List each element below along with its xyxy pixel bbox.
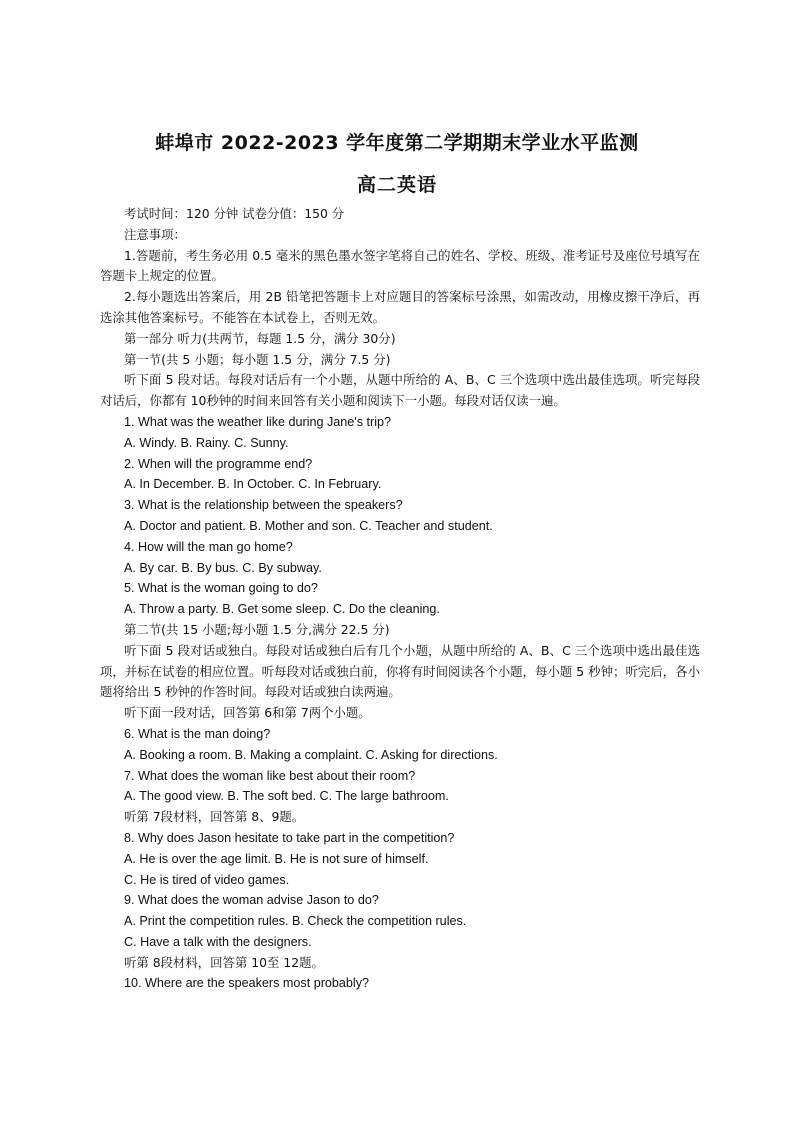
question-9-option-c: C. Have a talk with the designers. bbox=[124, 934, 312, 949]
question-6-options: A. Booking a room. B. Making a complaint. C. Asking for directions. bbox=[124, 747, 498, 762]
question-1-options: A. Windy. B. Rainy. C. Sunny. bbox=[124, 435, 289, 450]
cue-6-7: 听下面一段对话，回答第 6和第 7两个小题。 bbox=[124, 705, 371, 721]
question-5-options: A. Throw a party. B. Get some sleep. C. Do the cleaning. bbox=[124, 602, 440, 617]
note-2: 2.每小题选出答案后，用 2B 铅笔把答题卡上对应题目的答案标号涂黑，如需改动，用橡皮擦干净后，再选涂其他答案标号。不能答在本试卷上，否则无效。 bbox=[100, 289, 700, 325]
question-1: 1. What was the weather like during Jane's trip? bbox=[124, 414, 392, 429]
question-4-options: A. By car. B. By bus. C. By subway. bbox=[124, 560, 322, 575]
question-9: 9. What does the woman advise Jason to do? bbox=[124, 893, 379, 908]
section2-instructions: 听下面 5 段对话或独白。每段对话或独白后有几个小题，从题中所给的 A、B、C 三个选项中选出最佳选项，并标在试卷的相应位置。听每段对话或独白前，你将有时间阅读各个小题，每小题 5 秒钟；听完后，各小题将给出 5 秒钟的作答时间。每段对话或独白读两遍。 bbox=[100, 642, 700, 700]
page-subtitle: 高二英语 bbox=[356, 174, 437, 196]
question-8: 8. Why does Jason hesitate to take part in the competition? bbox=[124, 830, 455, 845]
question-2-options: A. In December. B. In October. C. In February. bbox=[124, 477, 382, 492]
question-5: 5. What is the woman going to do? bbox=[124, 581, 318, 596]
page-title: 蚌埠市 2022-2023 学年度第二学期期末学业水平监测 bbox=[155, 132, 639, 154]
exam-body bbox=[100, 204, 700, 994]
question-8-option-c: C. He is tired of video games. bbox=[124, 872, 290, 887]
section1-heading: 第一节(共 5 小题；每小题 1.5 分，满分 7.5 分) bbox=[124, 351, 391, 367]
question-8-options-ab: A. He is over the age limit. B. He is not sure of himself. bbox=[124, 851, 429, 866]
question-7: 7. What does the woman like best about their room? bbox=[124, 768, 416, 783]
exam-info: 考试时间：120 分钟 试卷分值：150 分 bbox=[124, 206, 345, 221]
cue-10-12: 听第 8段材料，回答第 10至 12题。 bbox=[124, 954, 324, 970]
note-1: 1.答题前，考生务必用 0.5 毫米的黑色墨水签字笔将自己的姓名、学校、班级、准考证号及座位号填写在答题卡上规定的位置。 bbox=[100, 247, 700, 284]
notes-heading: 注意事项： bbox=[124, 226, 186, 242]
question-2: 2. When will the programme end? bbox=[124, 456, 313, 471]
part1-heading: 第一部分 听力(共两节，每题 1.5 分，满分 30分) bbox=[124, 330, 396, 346]
question-10: 10. Where are the speakers most probably? bbox=[124, 976, 370, 991]
section2-heading: 第二节(共 15 小题;每小题 1.5 分,满分 22.5 分) bbox=[124, 621, 390, 637]
question-3-options: A. Doctor and patient. B. Mother and son. C. Teacher and student. bbox=[124, 518, 493, 533]
question-3: 3. What is the relationship between the speakers? bbox=[124, 498, 403, 513]
question-4: 4. How will the man go home? bbox=[124, 539, 293, 554]
question-6: 6. What is the man doing? bbox=[124, 726, 271, 741]
section1-instructions: 听下面 5 段对话。每段对话后有一个小题，从题中所给的 A、B、C 三个选项中选出最佳选项。听完每段对话后，你都有 10秒钟的时间来回答有关小题和阅读下一小题。每段对话仅读一遍。 bbox=[100, 372, 700, 409]
cue-8-9: 听第 7段材料，回答第 8、9题。 bbox=[124, 809, 305, 825]
question-9-options-ab: A. Print the competition rules. B. Check the competition rules. bbox=[124, 914, 467, 929]
question-7-options: A. The good view. B. The soft bed. C. The large bathroom. bbox=[124, 789, 449, 804]
